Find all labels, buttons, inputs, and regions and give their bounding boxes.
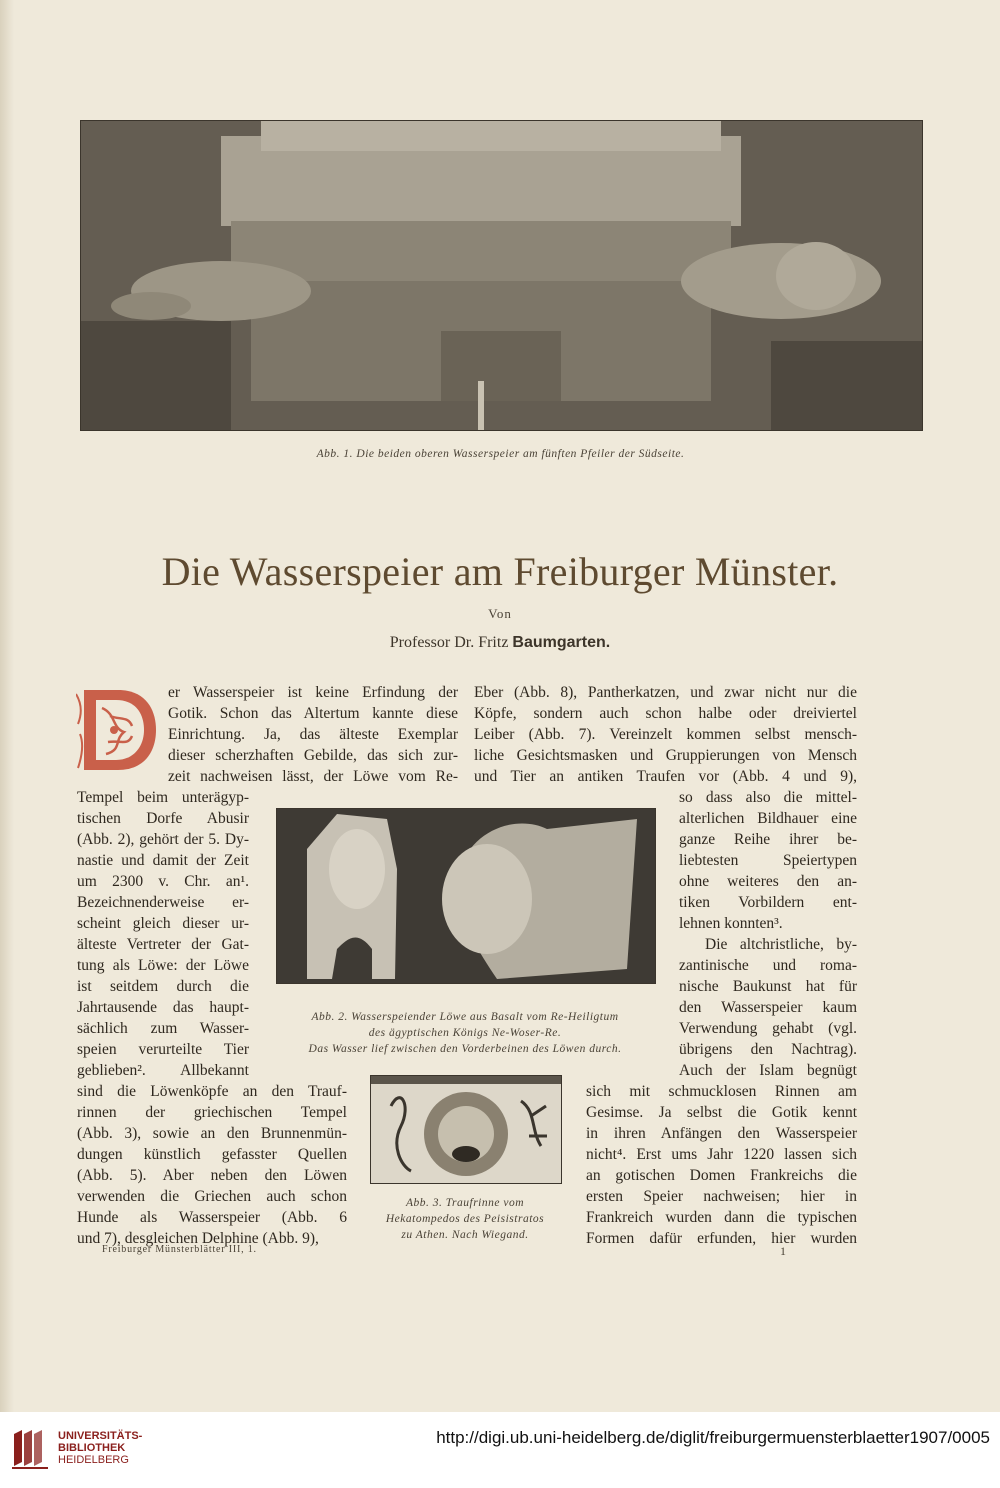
page-gutter — [0, 0, 14, 1412]
right-column-line: Frankreich wurden dann die typischen — [586, 1209, 857, 1226]
right-column-line: in ihren Anfängen den Wasserspeier — [586, 1125, 857, 1142]
right-column-line: Die altchristliche, by- — [705, 936, 857, 953]
figure-2-caption-line-1: Abb. 2. Wasserspeiender Löwe aus Basalt vom Re-Heiligtum — [311, 1011, 619, 1023]
left-column-line: dungen künstlich gefasster Quellen — [77, 1146, 347, 1163]
right-column-line: ganze Reihe ihrer be- — [679, 831, 857, 848]
running-footer-title: Freiburger Münsterblätter III, 1. — [102, 1244, 257, 1255]
figure-2-caption-line-2: des ägyptischen Königs Ne-Woser-Re. — [368, 1027, 562, 1039]
figure-3-caption-line-1: Abb. 3. Traufrinne vom — [405, 1197, 524, 1209]
left-column-line: nastie und damit der Zeit — [77, 852, 249, 869]
left-column-line: sächlich zum Wasser- — [77, 1020, 249, 1037]
right-column-line: Eber (Abb. 8), Pantherkatzen, und zwar nicht nur die — [474, 684, 857, 701]
left-column-line: Jahrtausende das haupt- — [77, 999, 249, 1016]
source-url-link[interactable]: http://digi.ub.uni-heidelberg.de/diglit/freiburgermuensterblaetter1907/0005 — [436, 1428, 990, 1447]
dropcap-d-ornament — [76, 684, 162, 776]
left-column-line: scheint gleich dieser ur- — [77, 915, 249, 932]
left-column-line: (Abb. 5). Aber neben den Löwen — [77, 1167, 347, 1184]
author-line — [0, 634, 1000, 652]
right-column-line: den Wasserspeier kaum — [679, 999, 857, 1016]
logo-line-2: BIBLIOTHEK — [58, 1442, 126, 1454]
left-column-line: (Abb. 3), sowie an den Brunnenmün- — [77, 1125, 347, 1142]
left-column-line: Tempel beim unterägyp- — [77, 789, 249, 806]
right-column-line: ersten Speier nachweisen; hier in — [586, 1188, 857, 1205]
right-column-line: liebtesten Speiertypen — [679, 852, 857, 869]
left-column-line: und 7), desgleichen Delphine (Abb. 9), — [77, 1230, 319, 1247]
right-column-line: Köpfe, sondern auch schon halbe oder dreiviertel — [474, 705, 857, 722]
figure-2-caption-line-3: Das Wasser lief zwischen den Vorderbeinen des Löwen durch. — [308, 1043, 622, 1055]
right-column-line: Leiber (Abb. 7). Vereinzelt kommen selbst mensch- — [474, 726, 857, 743]
lion-head-gutter-image — [371, 1076, 561, 1183]
library-footer-bar — [0, 1412, 1000, 1488]
left-column-line: tung als Löwe: der Löwe — [77, 957, 249, 974]
article-title: Die Wasserspeier am Freiburger Münster. — [161, 549, 839, 594]
right-column-line: ohne weiteres den an- — [679, 873, 857, 890]
right-column-line: zantinische und roma- — [679, 957, 857, 974]
left-column-line: speien verurteilte Tier — [77, 1041, 249, 1058]
right-column-line: tiken Vorbildern ent- — [679, 894, 857, 911]
right-column-line: sich mit schmucklosen Rinnen am — [586, 1083, 857, 1100]
left-column-line: tischen Dorfe Abusir — [77, 810, 249, 827]
logo-line-1: UNIVERSITÄTS- — [58, 1430, 143, 1442]
library-logo-text[interactable] — [58, 1430, 142, 1466]
right-column-line: nische Baukunst hat für — [679, 978, 857, 995]
university-library-logo-icon[interactable] — [10, 1426, 50, 1470]
author-von: Von — [488, 606, 512, 621]
figure-3-photo — [370, 1075, 562, 1184]
right-column-line: so dass also die mittel- — [679, 789, 857, 806]
left-column-line: er Wasserspeier ist keine Erfindung der — [168, 684, 458, 701]
right-column-line: und Tier an antiken Traufen vor (Abb. 4 und 9), — [474, 768, 857, 785]
egyptian-lion-photo-image — [277, 809, 655, 983]
author-prefix: Professor Dr. Fritz — [389, 634, 513, 651]
right-column-line: lehnen konnten³. — [679, 915, 783, 932]
figure-3-caption-line-3: zu Athen. Nach Wiegand. — [401, 1229, 529, 1241]
author-name: Baumgarten. — [512, 634, 611, 651]
left-column-line: Hunde als Wasserspeier (Abb. 6 — [77, 1209, 347, 1226]
logo-line-3: HEIDELBERG — [58, 1454, 129, 1466]
right-column-line: Verwendung gehabt (vgl. — [679, 1020, 857, 1037]
left-column-line: geblieben². Allbekannt — [77, 1062, 249, 1079]
right-column-line: an gotischen Domen Frankreichs die — [586, 1167, 857, 1184]
left-column-line: Bezeichnenderweise er- — [77, 894, 249, 911]
left-column-line: (Abb. 2), gehört der 5. Dy- — [77, 831, 249, 848]
right-column-line: alterlichen Bildhauer eine — [679, 810, 857, 827]
page-number: 1 — [780, 1244, 787, 1258]
figure-3-caption-line-2: Hekatompedos des Peisistratos — [385, 1213, 545, 1225]
left-column-line: dieser scherzhaften Gebilde, das sich zur- — [168, 747, 458, 764]
left-column-line: Gotik. Schon das Altertum kannte diese — [168, 705, 458, 722]
figure-1-caption: Abb. 1. Die beiden oberen Wasserspeier am fünften Pfeiler der Südseite. — [316, 448, 685, 460]
left-column-line: ist seitdem durch die — [77, 978, 249, 995]
left-column-line: rinnen der griechischen Tempel — [77, 1104, 347, 1121]
right-column-line: Gesimse. Ja selbst die Gotik kennt — [586, 1104, 857, 1121]
figure-2-photo — [276, 808, 656, 984]
right-column-line: Formen dafür erfunden, hier wurden — [586, 1230, 857, 1247]
left-column-line: um 2300 v. Chr. an¹. — [77, 873, 249, 890]
left-column-line: sind die Löwenköpfe an den Trauf- — [77, 1083, 347, 1100]
left-column-line: älteste Vertreter der Gat- — [77, 936, 249, 953]
right-column-line: nicht⁴. Erst ums Jahr 1220 lassen sich — [586, 1146, 857, 1163]
left-column-line: verwenden die Griechen auch schon — [77, 1188, 347, 1205]
right-column-line: übrigens den Nachtrag). — [679, 1041, 857, 1058]
left-column-line: zeit nachweisen lässt, der Löwe vom Re- — [168, 768, 458, 785]
right-column-line: Auch der Islam begnügt — [679, 1062, 857, 1079]
figure-1-photo — [80, 120, 923, 431]
left-column-line: Einrichtung. Ja, das älteste Exemplar — [168, 726, 458, 743]
gargoyle-photo-image — [81, 121, 922, 430]
right-column-line: liche Gesichtsmasken und Gruppierungen von Mensch — [474, 747, 857, 764]
